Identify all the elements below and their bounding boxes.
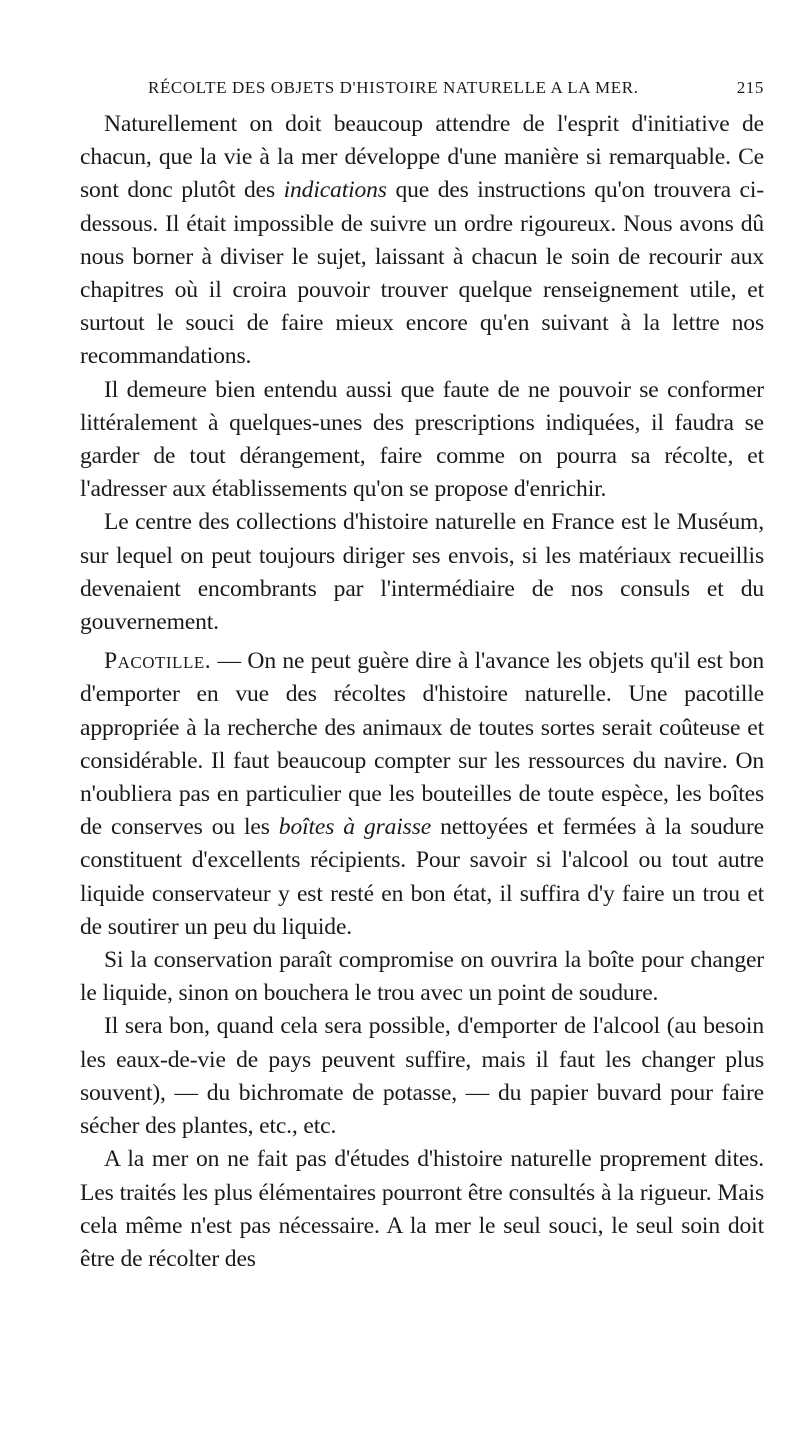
section-heading-pacotille: Pacotille. — [104, 648, 212, 675]
running-header — [80, 78, 764, 108]
paragraph-alcool: Il sera bon, quand cela sera possible, d'emporter de l'alcool (au besoin les eaux-de-vie de pays peuvent suffire, mais il faut les changer plus souvent), — du bichromate de potasse, — du papier buvard pour faire sécher des plantes, etc., etc. — [80, 1013, 764, 1140]
paragraph-pacotille — [80, 645, 764, 944]
paragraph-text: Naturellement on doit beaucoup attendre de l'esprit d'initiative de chacun, que la vie à la mer développe d'une manière si remarquable. Ce sont donc plutôt des — [80, 111, 764, 204]
running-title: RÉCOLTE DES OBJETS D'HISTOIRE NATURELLE A LA MER. — [148, 78, 639, 97]
paragraph-initiative — [80, 108, 764, 374]
paragraph-text: — On ne peut guère dire à l'avance les objets qu'il est bon d'emporter en vue des récoltes d'histoire naturelle. Une pacotille appropriée à la recherche des animaux de toutes sortes serait coûteuse et considérable. Il faut beaucoup compter sur les ressources du navire. On n'oubliera pas en particulier que les bouteilles de toute espèce, les boîtes de conserves ou les — [80, 648, 764, 841]
italic-term-boites-a-graisse: boîtes à graisse — [278, 814, 432, 841]
paragraph-a-la-mer: A la mer on ne fait pas d'études d'histoire naturelle proprement dites. Les traités les plus élémentaires pourront être consultés à la rigueur. Mais cela même n'est pas nécessaire. A la mer le seul souci, le seul soin doit être de récolter des — [80, 1146, 764, 1272]
body-text — [80, 108, 764, 1276]
book-page — [80, 78, 764, 1276]
page-number: 215 — [736, 78, 764, 97]
paragraph-text: nettoyées et fermées à la soudure constituent d'excellents récipients. Pour savoir si l'alcool ou tout autre liquide conservateur y est resté en bon état, il suffira d'y faire un trou et de soutirer un peu du liquide. — [80, 814, 765, 940]
paragraph-museum: Le centre des collections d'histoire naturelle en France est le Muséum, sur lequel on peut toujours diriger ses envois, si les matériaux recueillis devenaient encombrants par l'intermédiaire de nos consuls et du gouvernement. — [80, 509, 764, 636]
paragraph-text: que des instructions qu'on trouvera ci-dessous. Il était impossible de suivre un ordre rigoureux. Nous avons dû nous borner à diviser le sujet, laissant à chacun le soin de recourir aux chapitres où il croira pouvoir trouver quelque renseignement utile, et surtout le souci de faire mieux encore qu'en suivant à la lettre nos recommandations. — [80, 177, 764, 370]
paragraph-conservation: Si la conservation paraît compromise on ouvrira la boîte pour changer le liquide, sinon on bouchera le trou avec un point de soudure. — [80, 947, 764, 1007]
paragraph-prescriptions: Il demeure bien entendu aussi que faute de ne pouvoir se conformer littéralement à quelques-unes des prescriptions indiquées, il faudra se garder de tout dérangement, faire comme on pourra sa récolte, et l'adresser aux établissements qu'on se propose d'enrichir. — [80, 376, 764, 503]
italic-term-indications: indications — [283, 177, 387, 204]
